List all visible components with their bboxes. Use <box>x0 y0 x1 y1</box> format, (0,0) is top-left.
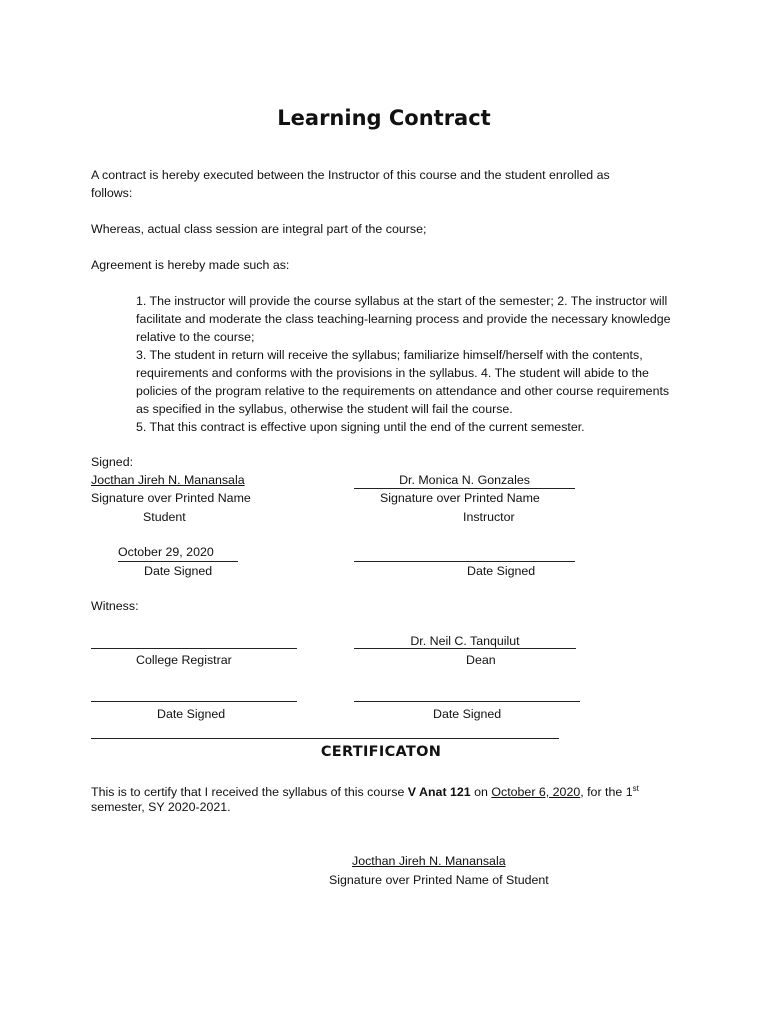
registrar-date-caption: Date Signed <box>157 707 226 721</box>
instructor-role: Instructor <box>463 510 515 524</box>
certification-title: CERTIFICATON <box>320 744 442 760</box>
student-date-signed: October 29, 2020 <box>118 545 214 559</box>
agreement-lead: Agreement is hereby made such as: <box>91 258 290 272</box>
signed-label: Signed: <box>91 455 134 469</box>
dean-signature-name: Dr. Neil C. Tanquilut <box>410 634 520 648</box>
dean-date-line <box>354 701 580 702</box>
term-item: 5. That this contract is effective upon signing until the end of the current semester. <box>136 420 585 434</box>
student-signature-name: Jocthan Jireh N. Manansala <box>91 473 245 487</box>
dean-role: Dean <box>466 653 496 667</box>
registrar-date-line <box>91 701 297 702</box>
cert-text-before: This is to certify that I received the syllabus of this course <box>91 785 408 800</box>
received-date: October 6, 2020 <box>491 785 581 800</box>
ordinal-suffix: st <box>632 784 639 793</box>
instructor-signature-name: Dr. Monica N. Gonzales <box>399 473 530 487</box>
intro-paragraph: A contract is hereby executed between the Instructor of this course and the student enrolled as follows: <box>91 168 610 200</box>
cert-text-on: on <box>470 785 492 800</box>
dean-date-caption: Date Signed <box>433 707 502 721</box>
student-date-caption: Date Signed <box>144 564 213 578</box>
instructor-date-caption: Date Signed <box>467 564 536 578</box>
student-signature-caption: Signature over Printed Name <box>91 491 251 505</box>
document-title: Learning Contract <box>277 106 491 130</box>
term-item: 1. The instructor will provide the course syllabus at the start of the semester; 2. The instructor will facilitate and moderate the class teaching-learning process and provide the necessary knowledge relative to the course; <box>136 294 671 344</box>
course-code: V Anat 121 <box>407 785 471 800</box>
instructor-date-line <box>354 561 575 562</box>
registrar-role: College Registrar <box>136 653 232 667</box>
section-divider <box>91 738 559 739</box>
term-item: 3. The student in return will receive the syllabus; familiarize himself/herself with the contents, requirements and conforms with the provisions in the syllabus. 4. The student will abide to the policies of the program relative to the requirements on attendance and other course requirements as specified in the syllabus, otherwise the student will fail the course. <box>136 348 670 416</box>
cert-signature-caption: Signature over Printed Name of Student <box>329 873 549 887</box>
registrar-signature-line <box>91 648 297 649</box>
whereas-paragraph: Whereas, actual class session are integral part of the course; <box>91 222 427 236</box>
witness-label: Witness: <box>91 599 139 613</box>
cert-student-signature-name: Jocthan Jireh N. Manansala <box>352 854 506 868</box>
certification-semester: semester, SY 2020-2021. <box>91 800 231 814</box>
cert-text-for: , for the 1 <box>580 785 633 800</box>
terms-list <box>136 292 676 436</box>
student-role: Student <box>143 510 186 524</box>
instructor-signature-caption: Signature over Printed Name <box>380 491 540 505</box>
